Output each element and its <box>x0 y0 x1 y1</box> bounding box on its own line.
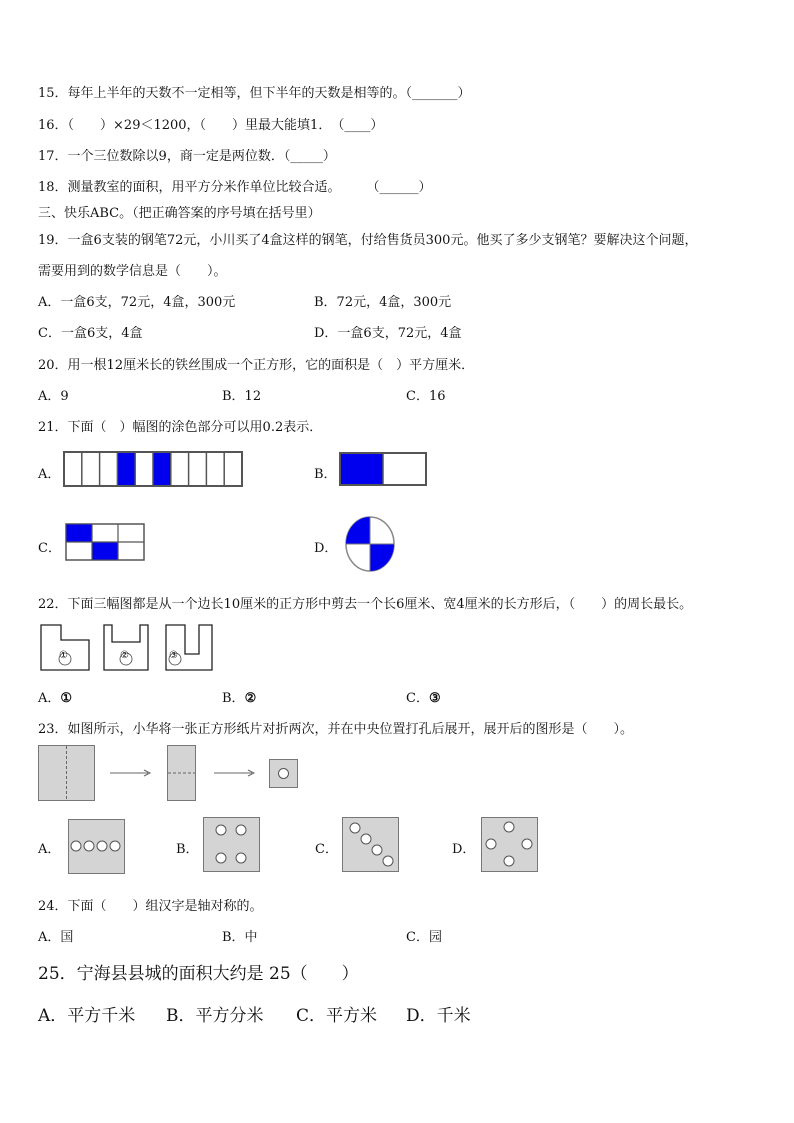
question-19-line1: 19．一盒6支装的钢笔72元，小川买了4盒这样的钢笔，付给售货员300元。他买了多少支钢笔？要解决这个问题， <box>38 233 698 248</box>
question-18: 18．测量教室的面积，用平方分米作单位比较合适。 （______） <box>38 180 432 195</box>
q23-paper-unfolded <box>38 745 96 803</box>
q22-shape-2-label: ② <box>120 650 129 661</box>
q23-label-b: B． <box>176 842 199 857</box>
q22-shape-2 <box>103 624 151 672</box>
q21-label-c: C． <box>38 541 61 556</box>
q22-option-b-letter: B． <box>222 691 245 706</box>
q23-label-a: A． <box>38 842 61 857</box>
q21-label-d: D． <box>314 541 338 556</box>
q21-figure-b <box>340 453 428 487</box>
question-19-line2: 需要用到的数学信息是（ ）。 <box>38 264 227 279</box>
q21-figure-a <box>64 452 244 488</box>
section-3-heading: 三、快乐ABC。（把正确答案的序号填在括号里） <box>38 206 321 221</box>
q22-shape-3-label: ③ <box>169 650 178 661</box>
question-21: 21．下面（ ）幅图的涂色部分可以用0.2表示． <box>38 420 323 435</box>
q23-arrow-2 <box>214 768 256 778</box>
q19-option-b: B．72元，4盒，300元 <box>314 295 452 310</box>
q25-option-d: D．千米 <box>406 1006 471 1026</box>
q22-option-c-mark: ③ <box>428 691 441 706</box>
q22-option-c <box>406 687 441 706</box>
q23-option-b-figure <box>203 817 261 873</box>
q20-option-b: B．12 <box>222 389 262 404</box>
q24-option-a: A．国 <box>38 930 74 945</box>
q22-option-b <box>222 687 256 706</box>
question-15: 15．每年上半年的天数不一定相等，但下半年的天数是相等的。（_______） <box>38 86 471 101</box>
q22-shape-1-label: ① <box>59 650 68 661</box>
question-22: 22．下面三幅图都是从一个边长10厘米的正方形中剪去一个长6厘米、宽4厘米的长方形后，（ ）的周长最长。 <box>38 597 693 612</box>
q19-option-a: A．一盒6支，72元，4盒，300元 <box>38 295 236 310</box>
q22-option-b-mark: ② <box>244 691 257 706</box>
q22-option-c-letter: C． <box>406 691 429 706</box>
q22-option-a-mark: ① <box>60 691 73 706</box>
q25-option-b: B．平方分米 <box>166 1006 264 1026</box>
q22-option-a <box>38 687 72 706</box>
q21-label-b: B． <box>314 467 337 482</box>
q23-option-d-figure <box>481 817 539 873</box>
q23-arrow-1 <box>110 768 152 778</box>
q25-option-c: C．平方米 <box>296 1006 378 1026</box>
q23-option-a-figure <box>68 819 126 875</box>
q22-shape-3 <box>165 624 215 672</box>
question-25: 25．宁海县县城的面积大约是 25（ ） <box>38 964 359 984</box>
question-23: 23．如图所示，小华将一张正方形纸片对折两次，并在中央位置打孔后展开，展开后的图形是（ ）。 <box>38 722 634 737</box>
q23-paper-folded-twice <box>269 759 299 789</box>
q19-option-c: C．一盒6支，4盒 <box>38 326 143 341</box>
q23-paper-folded-once <box>167 745 197 803</box>
question-17: 17．一个三位数除以9，商一定是两位数．（_____） <box>38 149 336 164</box>
q23-label-c: C． <box>315 842 338 857</box>
q22-option-a-letter: A． <box>38 691 61 706</box>
q23-label-d: D． <box>452 842 476 857</box>
q24-option-c: C．园 <box>406 930 442 945</box>
q20-option-a: A．9 <box>38 389 69 404</box>
q25-option-a: A．平方千米 <box>38 1006 136 1026</box>
q21-label-a: A． <box>38 467 61 482</box>
question-24: 24．下面（ ）组汉字是轴对称的。 <box>38 899 263 914</box>
question-16: 16．（ ）×29＜1200，（ ）里最大能填1． （____） <box>38 118 384 133</box>
question-20: 20．用一根12厘米长的铁丝围成一个正方形，它的面积是（ ）平方厘米． <box>38 358 475 373</box>
q21-figure-c <box>66 524 146 562</box>
q24-option-b: B．中 <box>222 930 258 945</box>
q19-option-d: D．一盒6支，72元，4盒 <box>314 326 462 341</box>
q21-figure-d <box>345 516 397 572</box>
q23-option-c-figure <box>342 817 400 873</box>
q20-option-c: C．16 <box>406 389 446 404</box>
q22-shape-1 <box>40 624 92 672</box>
